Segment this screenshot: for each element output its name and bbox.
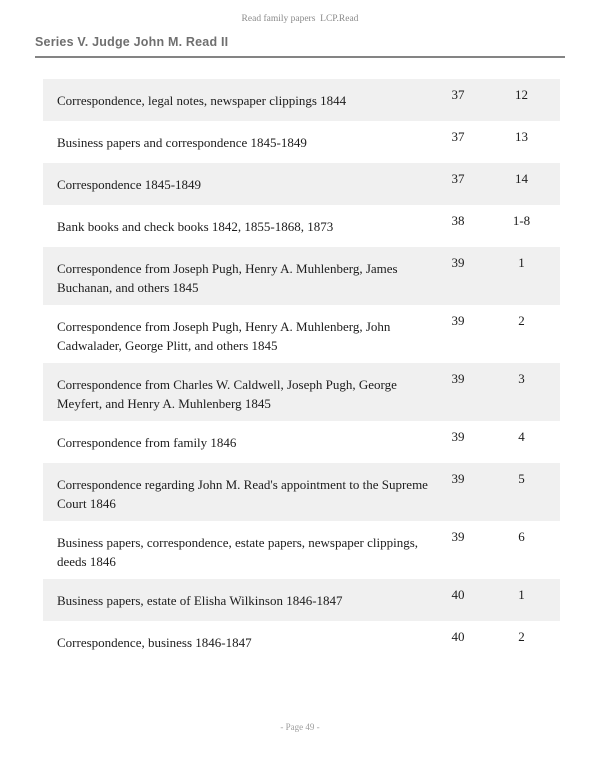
table-row	[43, 163, 560, 205]
row-title: Business papers, correspondence, estate papers, newspaper clippings, deeds 1846	[57, 535, 418, 569]
table-row	[43, 621, 560, 663]
row-folder-number: 5	[518, 471, 525, 486]
row-title: Correspondence from Joseph Pugh, Henry A. Muhlenberg, John Cadwalader, George Plitt, and others 1845	[57, 319, 391, 353]
row-box-number: 40	[451, 587, 465, 602]
row-folder-number: 13	[515, 129, 528, 144]
row-folder-number: 2	[518, 629, 525, 644]
row-box-number: 39	[451, 429, 465, 444]
row-title: Correspondence regarding John M. Read's appointment to the Supreme Court 1846	[57, 477, 428, 511]
row-folder-number: 6	[518, 529, 525, 544]
row-title: Correspondence, legal notes, newspaper clippings 1844	[57, 93, 347, 108]
row-box-number: 39	[451, 371, 465, 386]
row-folder-number: 1	[518, 255, 525, 270]
inventory-table	[43, 79, 560, 663]
row-title: Correspondence, business 1846-1847	[57, 635, 252, 650]
row-box-number: 37	[451, 171, 465, 186]
table-row	[43, 521, 560, 579]
row-title: Correspondence from family 1846	[57, 435, 237, 450]
row-folder-number: 3	[518, 371, 525, 386]
row-folder-number: 1	[518, 587, 525, 602]
row-title: Correspondence 1845-1849	[57, 177, 202, 192]
row-folder-number: 12	[515, 87, 528, 102]
row-box-number: 38	[451, 213, 465, 228]
row-title: Business papers and correspondence 1845-1849	[57, 135, 307, 150]
page-number-footer: - Page 49 -	[280, 722, 320, 732]
table-row	[43, 205, 560, 247]
document-header: Read family papers LCP.Read	[241, 14, 359, 24]
table-row	[43, 421, 560, 463]
series-title: Series V. Judge John M. Read II	[35, 35, 229, 49]
table-row	[43, 79, 560, 121]
row-box-number: 37	[451, 87, 465, 102]
row-box-number: 37	[451, 129, 465, 144]
table-row	[43, 247, 560, 305]
row-folder-number: 2	[518, 313, 525, 328]
table-row	[43, 463, 560, 521]
row-title: Bank books and check books 1842, 1855-1868, 1873	[57, 219, 334, 234]
row-box-number: 39	[451, 529, 465, 544]
row-box-number: 39	[451, 255, 465, 270]
row-box-number: 40	[451, 629, 465, 644]
table-row	[43, 579, 560, 621]
table-row	[43, 363, 560, 421]
row-folder-number: 14	[515, 171, 528, 186]
series-header-block	[35, 35, 565, 58]
row-folder-number: 1-8	[512, 213, 531, 228]
row-title: Business papers, estate of Elisha Wilkinson 1846-1847	[57, 593, 343, 608]
row-folder-number: 4	[518, 429, 525, 444]
row-box-number: 39	[451, 471, 465, 486]
row-title: Correspondence from Joseph Pugh, Henry A. Muhlenberg, James Buchanan, and others 1845	[57, 261, 398, 295]
table-row	[43, 305, 560, 363]
table-row	[43, 121, 560, 163]
row-title: Correspondence from Charles W. Caldwell, Joseph Pugh, George Meyfert, and Henry A. Muhlenberg 1845	[57, 377, 397, 411]
row-box-number: 39	[451, 313, 465, 328]
